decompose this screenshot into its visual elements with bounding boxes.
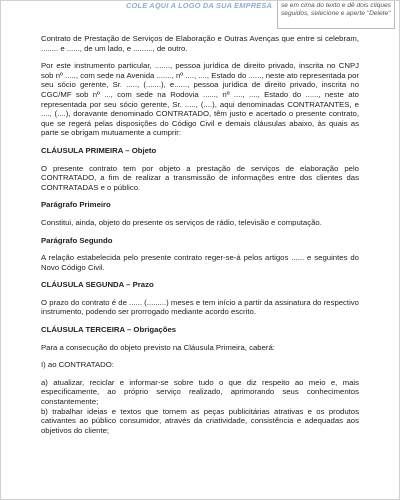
clause-1-title: CLÁUSULA PRIMEIRA – Objeto	[41, 145, 157, 155]
paragraph-1-title: Parágrafo Primeiro	[41, 200, 111, 210]
paragraph-1-text: Constitui, ainda, objeto do presente os serviços de rádio, televisão e computação.	[41, 217, 322, 227]
instruction-hint-box: se em cima do texto e dê dois cliques seguidos, selecione e aperte "Delete"	[277, 1, 395, 29]
clause-3-item-a: a) atualizar, reciclar e informar-se sobre tudo o que diz respeito ao meio e, mais especificamente, ao próprio serviço realizado, aprimorando seus conhecimentos constantemente;	[41, 377, 359, 407]
contract-parties: Por este instrumento particular, ......., pessoa jurídica de direito privado, inscrita no CNPJ sob nº ....., com sede na Avenida ......., nº ...., ...., Estado do ......, neste ato representada por seu sócio gerente, Sr. ....., (.......), e......, pessoa jurídica de direito privado, inscrita no CGC/MF sob nº ..., com sede na Rodovia ......, nº ...., ...., Estado do ......, neste ato representada por seu sócio gerente, Sr. ....., (....), aqui denominadas CONTRATANTES, e ...., (....), doravante denominado CONTRATADO, têm justo e acertado o presente contrato, que se regerá pelas disposições do Código Civil e demais cláusulas abaixo, às quais as parte se obrigam mutuamente a cumprir:	[41, 61, 359, 138]
clause-2-text: O prazo do contrato é de ...... (.........) meses e tem início a partir da assinatura do respectivo instrumento, podendo ser prorrogado mediante acordo escrito.	[41, 297, 359, 317]
clause-1-text: O presente contrato tem por objeto a prestação de serviços de elaboração pelo CONTRATADO, a fim de realizar a transmissão de informações entre dos clientes das CONTRATADAS e o público.	[41, 163, 359, 192]
contract-body	[41, 34, 359, 443]
contract-intro: Contrato de Prestação de Serviços de Elaboração e Outras Avenças que entre si celebram, ........ e ......, de um lado, e ........., de outro.	[41, 34, 359, 53]
paragraph-2-text: A relação estabelecida pelo presente contrato reger-se-á pelos artigos ...... e seguintes do Novo Código Civil.	[41, 253, 359, 272]
clause-2-title: CLÁUSULA SEGUNDA – Prazo	[41, 280, 154, 290]
clause-3-intro: Para a consecução do objeto previsto na Cláusula Primeira, caberá:	[41, 342, 275, 352]
clause-3-item-b: b) trabalhar ideias e textos que tornem as peças publicitárias atrativas e os produtos cativantes ao público consumidor, através da criatividade, consistência e adequadas aos objetivos do cliente;	[41, 406, 359, 435]
clause-3-title: CLÁUSULA TERCEIRA – Obrigações	[41, 325, 177, 335]
clause-3-item-i: I) ao CONTRATADO:	[41, 360, 114, 370]
paragraph-2-title: Parágrafo Segundo	[41, 235, 113, 245]
logo-placeholder[interactable]: COLE AQUI A LOGO DA SUA EMPRESA	[126, 1, 273, 10]
